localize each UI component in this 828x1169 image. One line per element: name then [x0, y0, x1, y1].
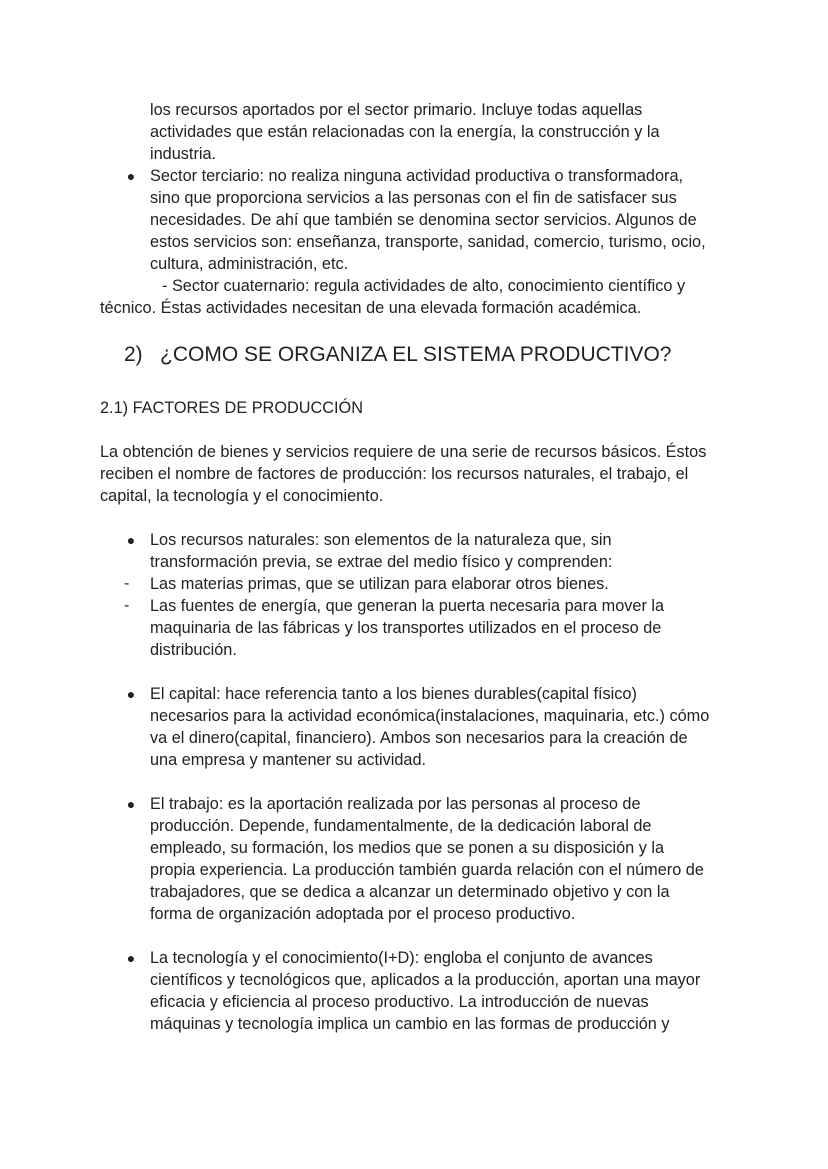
- text-line: capital, la tecnología y el conocimiento.: [100, 487, 384, 505]
- dash-icon: -: [124, 597, 130, 614]
- text-line: La tecnología y el conocimiento(I+D): engloba el conjunto de avances: [150, 949, 653, 967]
- text-line: Las materias primas, que se utilizan para elaborar otros bienes.: [150, 575, 609, 593]
- text-line: trabajadores, que se dedica a alcanzar un determinado objetivo y con la: [150, 883, 670, 901]
- bullet-icon: ●: [126, 686, 136, 702]
- text-line: Los recursos naturales: son elementos de la naturaleza que, sin: [150, 531, 612, 549]
- text-line: científicos y tecnológicos que, aplicados a la producción, aportan una mayor: [150, 971, 701, 989]
- text-line: actividades que están relacionadas con la energía, la construcción y la: [150, 123, 660, 141]
- text-line: La obtención de bienes y servicios requiere de una serie de recursos básicos. Éstos: [100, 443, 707, 461]
- text-line: técnico. Éstas actividades necesitan de una elevada formación académica.: [100, 299, 642, 317]
- text-line: El capital: hace referencia tanto a los bienes durables(capital físico): [150, 685, 637, 703]
- bullet-icon: ●: [126, 168, 136, 184]
- text-line: producción. Depende, fundamentalmente, de la dedicación laboral de: [150, 817, 652, 835]
- text-line: los recursos aportados por el sector primario. Incluye todas aquellas: [150, 101, 643, 119]
- section-heading: ¿COMO SE ORGANIZA EL SISTEMA PRODUCTIVO?: [160, 343, 672, 366]
- text-line: El trabajo: es la aportación realizada por las personas al proceso de: [150, 795, 641, 813]
- text-line: eficacia y eficiencia al proceso productivo. La introducción de nuevas: [150, 993, 649, 1011]
- bullet-icon: ●: [126, 796, 136, 812]
- text-line: máquinas y tecnología implica un cambio en las formas de producción y: [150, 1015, 670, 1033]
- text-line: cultura, administración, etc.: [150, 255, 349, 273]
- text-line: necesarios para la actividad económica(instalaciones, maquinaria, etc.) cómo: [150, 707, 710, 725]
- text-line: reciben el nombre de factores de producción: los recursos naturales, el trabajo, el: [100, 465, 689, 483]
- bullet-icon: ●: [126, 532, 136, 548]
- text-line: propia experiencia. La producción también guarda relación con el número de: [150, 861, 704, 879]
- subsection-heading: 2.1) FACTORES DE PRODUCCIÓN: [100, 399, 363, 417]
- dash-icon: -: [124, 575, 130, 592]
- text-line: distribución.: [150, 641, 237, 659]
- text-line: industria.: [150, 145, 217, 163]
- bullet-icon: ●: [126, 950, 136, 966]
- text-line: empleado, su formación, los medios que se ponen a su disposición y la: [150, 839, 665, 857]
- text-line: Sector terciario: no realiza ninguna actividad productiva o transformadora,: [150, 167, 684, 185]
- text-line: va el dinero(capital, financiero). Ambos son necesarios para la creación de: [150, 729, 688, 747]
- text-line: una empresa y mantener su actividad.: [150, 751, 427, 769]
- text-line: forma de organización adoptada por el proceso productivo.: [150, 905, 576, 923]
- text-line: estos servicios son: enseñanza, transporte, sanidad, comercio, turismo, ocio,: [150, 233, 706, 251]
- text-line: - Sector cuaternario: regula actividades de alto, conocimiento científico y: [162, 277, 686, 295]
- text-line: necesidades. De ahí que también se denomina sector servicios. Algunos de: [150, 211, 697, 229]
- text-line: sino que proporciona servicios a las personas con el fin de satisfacer sus: [150, 189, 677, 207]
- text-line: Las fuentes de energía, que generan la puerta necesaria para mover la: [150, 597, 665, 615]
- section-number: 2): [124, 343, 143, 366]
- text-line: maquinaria de las fábricas y los transportes utilizados en el proceso de: [150, 619, 662, 637]
- text-line: transformación previa, se extrae del medio físico y comprenden:: [150, 553, 613, 571]
